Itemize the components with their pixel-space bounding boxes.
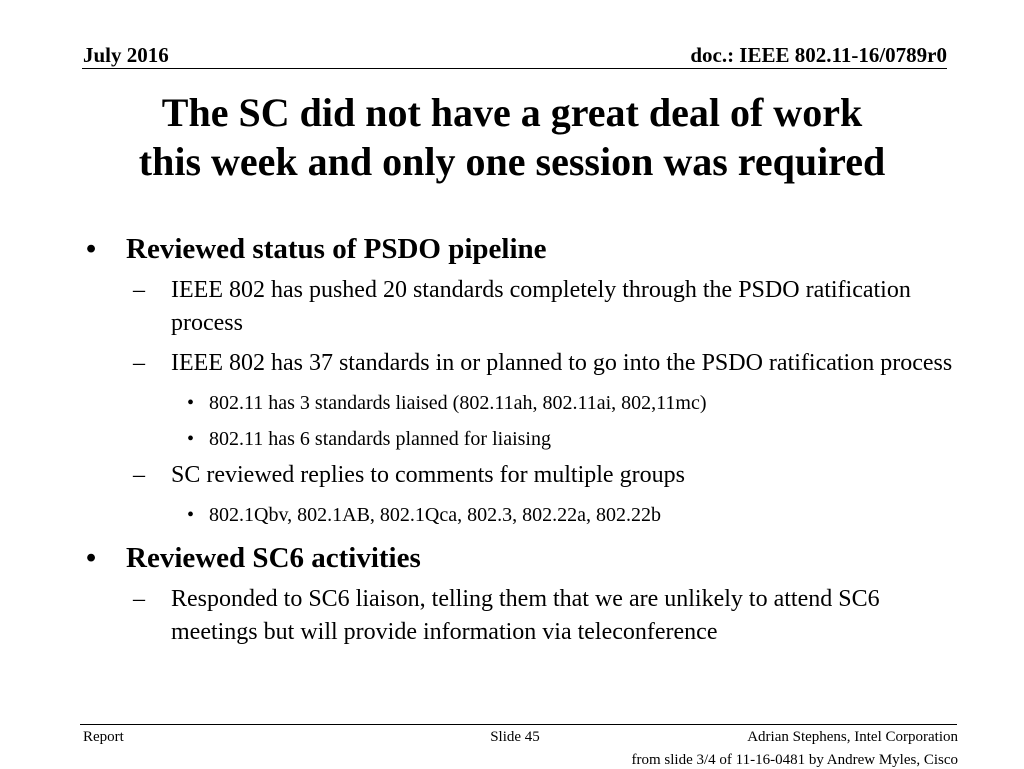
sub-sub-bullet-text: 802.11 has 6 standards planned for liaising [209,428,551,450]
header-date: July 2016 [83,43,169,67]
bullet-marker: • [187,428,195,450]
slide-title-line-2: this week and only one session was required [138,139,886,184]
bullet-marker: • [187,504,195,526]
sub-bullet-text: SC reviewed replies to comments for multiple groups [171,462,685,488]
dash-marker: – [133,586,145,612]
sub-sub-bullet-groups [187,502,966,528]
sub-bullet-sc6-liaison [133,583,966,649]
slide-title-line-1: The SC did not have a great deal of work [161,90,863,135]
sub-bullet-text: IEEE 802 has 37 standards in or planned to go into the PSDO ratification process [171,350,953,376]
sub-sub-bullet-text: 802.1Qbv, 802.1AB, 802.1Qca, 802.3, 802.22a, 802.22b [209,504,662,526]
footer-slide-number: Slide 45 [490,729,540,745]
footer-report: Report [83,729,124,745]
bullet-marker: • [86,233,97,265]
bullet-text: Reviewed SC6 activities [126,542,421,574]
bullet-psdo-pipeline [86,231,966,267]
sub-bullet-pushed-standards [133,274,966,340]
sub-bullet-text: Responded to SC6 liaison, telling them that we are unlikely to attend SC6 meetings but will provide information via teleconference [171,586,880,645]
bullet-sc6-activities [86,540,966,576]
header-divider [82,68,947,69]
slide-title [60,88,964,186]
sub-sub-bullet-liaised [187,390,966,416]
footer-divider [80,724,957,725]
dash-marker: – [133,350,145,376]
header-doc-id: doc.: IEEE 802.11-16/0789r0 [690,43,947,67]
slide-body [86,231,966,649]
footer-source: from slide 3/4 of 11-16-0481 by Andrew Myles, Cisco [631,752,958,768]
sub-bullet-text: IEEE 802 has pushed 20 standards completely through the PSDO ratification process [171,277,911,336]
sub-bullet-replies [133,459,966,492]
dash-marker: – [133,462,145,488]
dash-marker: – [133,277,145,303]
sub-sub-bullet-text: 802.11 has 3 standards liaised (802.11ah, 802.11ai, 802,11mc) [209,392,707,414]
bullet-marker: • [86,542,97,574]
bullet-marker: • [187,392,195,414]
sub-sub-bullet-planned [187,426,966,452]
bullet-text: Reviewed status of PSDO pipeline [126,233,547,265]
footer-author: Adrian Stephens, Intel Corporation [747,729,958,745]
sub-bullet-planned-standards [133,347,966,380]
